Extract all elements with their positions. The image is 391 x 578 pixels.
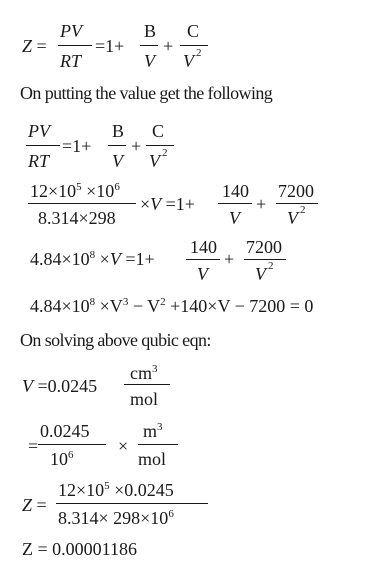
exponent: 2 [268, 260, 274, 272]
fraction-bar [28, 203, 136, 204]
fraction-bar [56, 503, 208, 504]
denominator-v: V [144, 51, 155, 71]
text-solving-cubic: On solving above qubic eqn: [20, 330, 211, 350]
numerator-pressure-temp: $12\times 10^5 \times 10^6$ [30, 181, 120, 201]
numerator-pv: PV [60, 21, 82, 41]
denominator-v: V [255, 264, 266, 284]
lhs-v-value: V =0.0245 [22, 376, 98, 396]
denominator-v: V [287, 208, 298, 228]
lhs-z: Z = [22, 36, 47, 56]
result-z-value: Z = 0.00001186 [22, 539, 137, 559]
numerator-c: C [152, 121, 165, 141]
numerator-m3: $m^3$ [143, 421, 163, 441]
numerator-140: 140 [190, 237, 217, 257]
numerator-b: B [112, 121, 125, 141]
numerator-cm3: $cm^3$ [130, 363, 158, 383]
denominator-power: $10^6$ [50, 449, 74, 469]
numerator-c: C [187, 21, 200, 41]
denominator-v: V [183, 51, 194, 71]
text-putting-value: On putting the value get the following [20, 83, 273, 103]
fraction-bar [244, 259, 286, 260]
plus-sign: + [163, 36, 174, 56]
plus-sign: + [256, 194, 267, 214]
denominator-v: V [112, 151, 123, 171]
fraction-bar [124, 384, 170, 385]
fraction-bar [58, 45, 92, 46]
plus-sign: + [224, 249, 235, 269]
equals-one-plus: =1+ [62, 136, 92, 156]
numerator-value: 0.0245 [40, 421, 90, 441]
numerator-pv: PV [28, 121, 50, 141]
fraction-bar [26, 145, 60, 146]
denominator-z: $8.314\times 298\times 10^6$ [58, 508, 174, 528]
denominator-mol: mol [138, 449, 167, 469]
times-v-equals: ×V =1+ [140, 194, 195, 214]
equals-sign: = [28, 436, 39, 456]
exponent: 2 [162, 147, 168, 159]
fraction-bar [140, 45, 158, 46]
fraction-bar [276, 203, 318, 204]
lhs-coefficient: $4.84\times 10^8 \times V =1+$ [30, 249, 155, 269]
fraction-bar [186, 259, 220, 260]
fraction-bar [138, 444, 178, 445]
numerator-b: B [144, 21, 157, 41]
exponent: 2 [300, 204, 306, 216]
fraction-bar [38, 444, 106, 445]
exponent: 2 [196, 47, 202, 59]
fraction-bar [108, 145, 126, 146]
equation-cubic: $4.84\times 10^8 \times V^3 - V^2 +140\times V - 7200 = 0$ [30, 296, 314, 316]
fraction-bar [180, 45, 208, 46]
denominator-mol: mol [130, 389, 159, 409]
denominator-rt: RT [28, 151, 50, 171]
times-sign: × [118, 436, 129, 456]
numerator-7200: 7200 [278, 181, 314, 201]
numerator-140: 140 [222, 181, 249, 201]
numerator-z: $12\times 10^5 \times 0.0245$ [58, 480, 174, 500]
plus-sign: + [131, 136, 142, 156]
denominator-v: V [229, 208, 240, 228]
denominator-rt-value: 8.314×298 [38, 208, 116, 228]
fraction-bar [218, 203, 252, 204]
lhs-z: Z = [22, 495, 47, 515]
fraction-bar [146, 145, 174, 146]
denominator-v: V [149, 151, 160, 171]
equals-one-plus: =1+ [95, 36, 125, 56]
denominator-v: V [197, 264, 208, 284]
numerator-7200: 7200 [246, 237, 282, 257]
denominator-rt: RT [60, 51, 82, 71]
